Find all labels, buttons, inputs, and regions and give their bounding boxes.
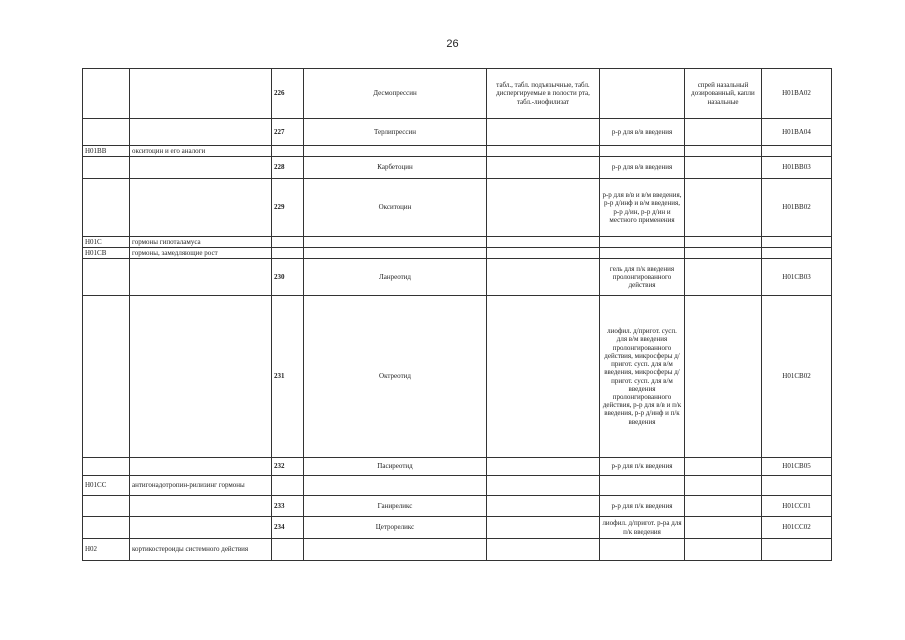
cell-code: H01CB (83, 248, 130, 259)
table-row (83, 179, 832, 237)
table-row (83, 119, 832, 146)
cell-dosage-form-a (487, 296, 600, 458)
cell-dosage-form-a (487, 458, 600, 476)
cell-dosage-form-a (487, 179, 600, 237)
cell-drug-name: Терлипрессин (304, 119, 487, 146)
cell-group-name: антигонадотропин-рилизинг гормоны (130, 476, 272, 496)
cell-dosage-form-c (685, 237, 762, 248)
cell-group-name (130, 517, 272, 539)
cell-number (272, 237, 304, 248)
cell-drug-name: Ганиреликс (304, 496, 487, 517)
cell-drug-name (304, 146, 487, 157)
cell-drug-name: Октреотид (304, 296, 487, 458)
cell-dosage-form-c (685, 517, 762, 539)
table-row (83, 496, 832, 517)
cell-code (83, 458, 130, 476)
cell-dosage-form-c (685, 157, 762, 179)
cell-code: H02 (83, 539, 130, 561)
cell-dosage-form-a (487, 517, 600, 539)
cell-group-name (130, 259, 272, 296)
cell-dosage-form-c (685, 248, 762, 259)
cell-group-name (130, 69, 272, 119)
cell-atc-code (762, 248, 832, 259)
cell-atc-code (762, 539, 832, 561)
cell-group-name (130, 496, 272, 517)
cell-code (83, 259, 130, 296)
cell-drug-name: Пасиреотид (304, 458, 487, 476)
cell-drug-name: Ланреотид (304, 259, 487, 296)
cell-dosage-form-c (685, 179, 762, 237)
cell-dosage-form-a (487, 476, 600, 496)
cell-number (272, 248, 304, 259)
cell-number: 232 (272, 458, 304, 476)
cell-dosage-form-c (685, 496, 762, 517)
cell-number: 227 (272, 119, 304, 146)
cell-dosage-form-b (600, 476, 685, 496)
cell-dosage-form-a (487, 157, 600, 179)
cell-number: 228 (272, 157, 304, 179)
cell-atc-code: H01CC01 (762, 496, 832, 517)
cell-drug-name (304, 248, 487, 259)
cell-dosage-form-a: табл., табл. подъязычные, табл. диспергируемые в полости рта, табл.-лиофилизат (487, 69, 600, 119)
cell-dosage-form-b: р-р для в/в введения (600, 119, 685, 146)
table-row (83, 157, 832, 179)
cell-atc-code: H01CC02 (762, 517, 832, 539)
cell-code (83, 179, 130, 237)
page-number: 26 (446, 38, 459, 50)
cell-code (83, 517, 130, 539)
cell-dosage-form-c: спрей назальный дозированный, капли назальные (685, 69, 762, 119)
cell-dosage-form-a (487, 259, 600, 296)
cell-drug-name (304, 539, 487, 561)
cell-drug-name: Десмопрессин (304, 69, 487, 119)
cell-dosage-form-b: гель для п/к введения пролонгированного действия (600, 259, 685, 296)
cell-dosage-form-b (600, 248, 685, 259)
cell-atc-code: H01BB03 (762, 157, 832, 179)
cell-code (83, 296, 130, 458)
cell-atc-code: H01BA04 (762, 119, 832, 146)
cell-atc-code: H01CB02 (762, 296, 832, 458)
cell-atc-code: H01BB02 (762, 179, 832, 237)
cell-dosage-form-c (685, 146, 762, 157)
cell-number: 234 (272, 517, 304, 539)
cell-dosage-form-c (685, 476, 762, 496)
cell-drug-name: Карбетоцин (304, 157, 487, 179)
cell-drug-name: Окситоцин (304, 179, 487, 237)
cell-atc-code: H01CB05 (762, 458, 832, 476)
cell-number: 233 (272, 496, 304, 517)
cell-number: 231 (272, 296, 304, 458)
table-row (83, 539, 832, 561)
cell-dosage-form-c (685, 119, 762, 146)
cell-code: H01CC (83, 476, 130, 496)
cell-dosage-form-c (685, 259, 762, 296)
cell-group-name (130, 296, 272, 458)
table-row (83, 259, 832, 296)
table-row (83, 458, 832, 476)
cell-number: 226 (272, 69, 304, 119)
table-row (83, 476, 832, 496)
cell-group-name: гормоны гипоталамуса (130, 237, 272, 248)
cell-group-name (130, 458, 272, 476)
cell-atc-code: H01BA02 (762, 69, 832, 119)
cell-dosage-form-b: лиофил. д/пригот. р-ра для п/к введения (600, 517, 685, 539)
cell-dosage-form-a (487, 248, 600, 259)
cell-drug-name (304, 476, 487, 496)
cell-dosage-form-b (600, 146, 685, 157)
cell-group-name (130, 157, 272, 179)
table-row (83, 69, 832, 119)
cell-atc-code (762, 476, 832, 496)
cell-drug-name: Цетрореликс (304, 517, 487, 539)
cell-number (272, 539, 304, 561)
cell-number (272, 476, 304, 496)
cell-number (272, 146, 304, 157)
drug-table (82, 68, 832, 561)
cell-atc-code (762, 237, 832, 248)
cell-group-name: гормоны, замедляющие рост (130, 248, 272, 259)
cell-drug-name (304, 237, 487, 248)
table-body (83, 69, 832, 561)
cell-group-name: окситоцин и его аналоги (130, 146, 272, 157)
cell-dosage-form-b (600, 539, 685, 561)
cell-dosage-form-a (487, 146, 600, 157)
cell-dosage-form-a (487, 119, 600, 146)
cell-dosage-form-b (600, 69, 685, 119)
cell-dosage-form-b: р-р для в/в и в/м введения, р-р д/инф и в/м введения, р-р д/ин, р-р д/ин и местного применения (600, 179, 685, 237)
cell-group-name (130, 179, 272, 237)
cell-code (83, 157, 130, 179)
cell-dosage-form-b: лиофил. д/пригот. сусп. для в/м введения пролонгированного действия, микросферы д/пригот. сусп. для в/м введения, микросферы д/пригот. сусп. для в/м введения пролонгированного действия, р-р для в/в и п/к введения, р-р д/инф и п/к введения (600, 296, 685, 458)
cell-group-name: кортикостероиды системного действия (130, 539, 272, 561)
table-row (83, 237, 832, 248)
cell-dosage-form-b: р-р для п/к введения (600, 458, 685, 476)
cell-dosage-form-b (600, 237, 685, 248)
cell-number: 229 (272, 179, 304, 237)
cell-code (83, 496, 130, 517)
cell-dosage-form-c (685, 458, 762, 476)
table-row (83, 248, 832, 259)
table-row (83, 296, 832, 458)
cell-dosage-form-a (487, 237, 600, 248)
cell-code (83, 69, 130, 119)
cell-code: H01C (83, 237, 130, 248)
cell-number: 230 (272, 259, 304, 296)
cell-atc-code: H01CB03 (762, 259, 832, 296)
cell-dosage-form-c (685, 296, 762, 458)
table-row (83, 517, 832, 539)
cell-code: H01BB (83, 146, 130, 157)
cell-atc-code (762, 146, 832, 157)
cell-group-name (130, 119, 272, 146)
cell-dosage-form-c (685, 539, 762, 561)
cell-code (83, 119, 130, 146)
cell-dosage-form-b: р-р для п/к введения (600, 496, 685, 517)
cell-dosage-form-b: р-р для в/в введения (600, 157, 685, 179)
cell-dosage-form-a (487, 539, 600, 561)
table-row (83, 146, 832, 157)
cell-dosage-form-a (487, 496, 600, 517)
